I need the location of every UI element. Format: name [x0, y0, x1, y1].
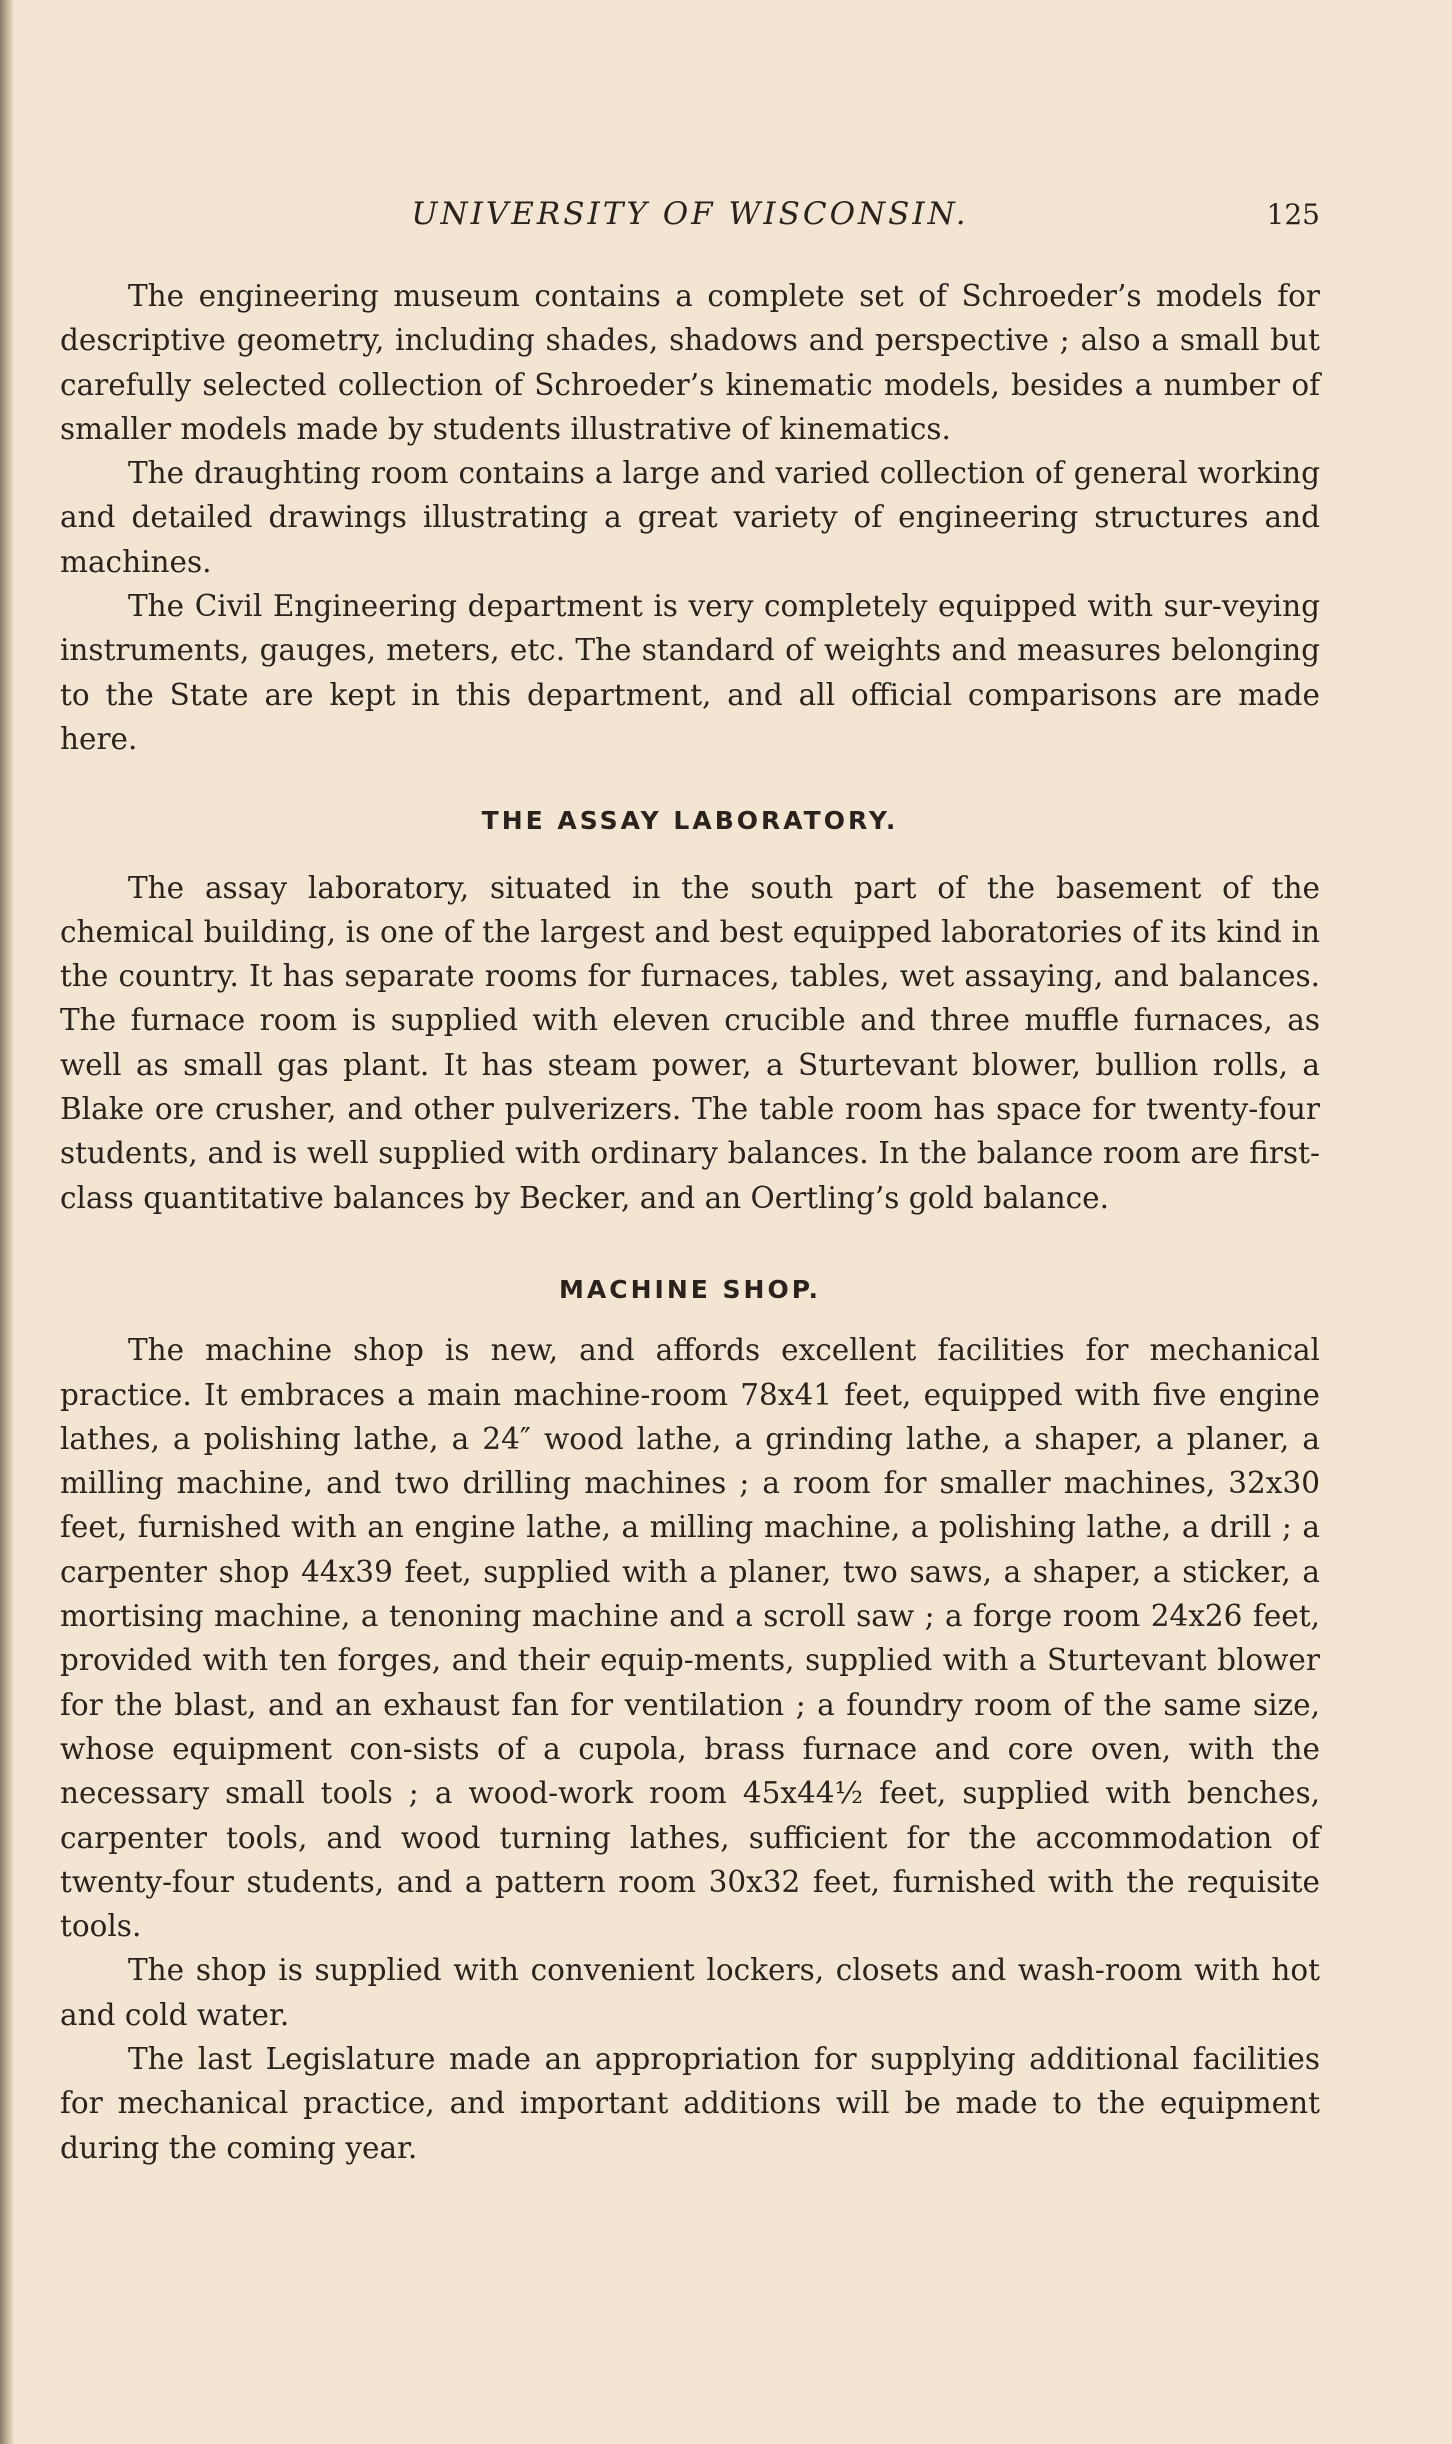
- page-header: [60, 196, 1320, 240]
- paragraph-lockers: The shop is supplied with convenient lockers, closets and wash-room with hot and cold water.: [60, 1953, 1320, 2032]
- paragraph-assay-laboratory: The assay laboratory, situated in the south part of the basement of the chemical building, is one of the largest and best equipped laboratories of its kind in the country. It has separate rooms for furnaces, tables, wet assaying, and balances. The furnace room is supplied with eleven crucible and three muffle furnaces, as well as small gas plant. It has steam power, a Sturtevant blower, bullion rolls, a Blake ore crusher, and other pulverizers. The table room has space for twenty-four students, and is well supplied with ordinary balances. In the balance room are first-class quantitative balances by Becker, and an Oertling’s gold balance.: [60, 870, 1320, 1215]
- page-binding-edge: [0, 0, 14, 2444]
- paragraph-engineering-museum: The engineering museum contains a complete set of Schroeder’s models for descriptive geometry, including shades, shadows and perspective ; also a small but carefully selected collection of Schroeder’s kinematic models, besides a number of smaller models made by students illustrative of kinematics.: [60, 279, 1320, 446]
- page-body: [60, 274, 1320, 2170]
- running-title: UNIVERSITY OF WISCONSIN.: [411, 196, 969, 232]
- heading-assay-laboratory: THE ASSAY LABORATORY.: [481, 806, 899, 836]
- paragraph-machine-shop: The machine shop is new, and affords excellent facilities for mechanical practice. It embraces a main machine-room 78x41 feet, equipped with five engine lathes, a polishing lathe, a 24″ wood lathe, a grinding lathe, a shaper, a planer, a milling machine, and two drilling machines ; a room for smaller machines, 32x30 feet, furnished with an engine lathe, a milling machine, a polishing lathe, a drill ; a carpenter shop 44x39 feet, supplied with a planer, two saws, a shaper, a sticker, a mortising machine, a tenoning machine and a scroll saw ; a forge room 24x26 feet, provided with ten forges, and their equip-ments, supplied with a Sturtevant blower for the blast, and an exhaust fan for ventilation ; a foundry room of the same size, whose equipment con-sists of a cupola, brass furnace and core oven, with the necessary small tools ; a wood-work room 45x44½ feet, supplied with benches, carpenter tools, and wood turning lathes, sufficient for the accommodation of twenty-four students, and a pattern room 30x32 feet, furnished with the requisite tools.: [60, 1333, 1320, 1944]
- paragraph-legislature: The last Legislature made an appropriation for supplying additional facilities for mechanical practice, and important additions will be made to the equipment during the coming year.: [60, 2041, 1320, 2165]
- paragraph-civil-engineering: The Civil Engineering department is very completely equipped with sur-veying instruments, gauges, meters, etc. The standard of weights and measures belonging to the State are kept in this department, and all official comparisons are made here.: [60, 589, 1320, 756]
- page-number: 125: [1266, 198, 1320, 231]
- heading-machine-shop: MACHINE SHOP.: [559, 1274, 821, 1304]
- paragraph-draughting-room: The draughting room contains a large and varied collection of general working and detailed drawings illustrating a great variety of engineering structures and machines.: [60, 456, 1320, 579]
